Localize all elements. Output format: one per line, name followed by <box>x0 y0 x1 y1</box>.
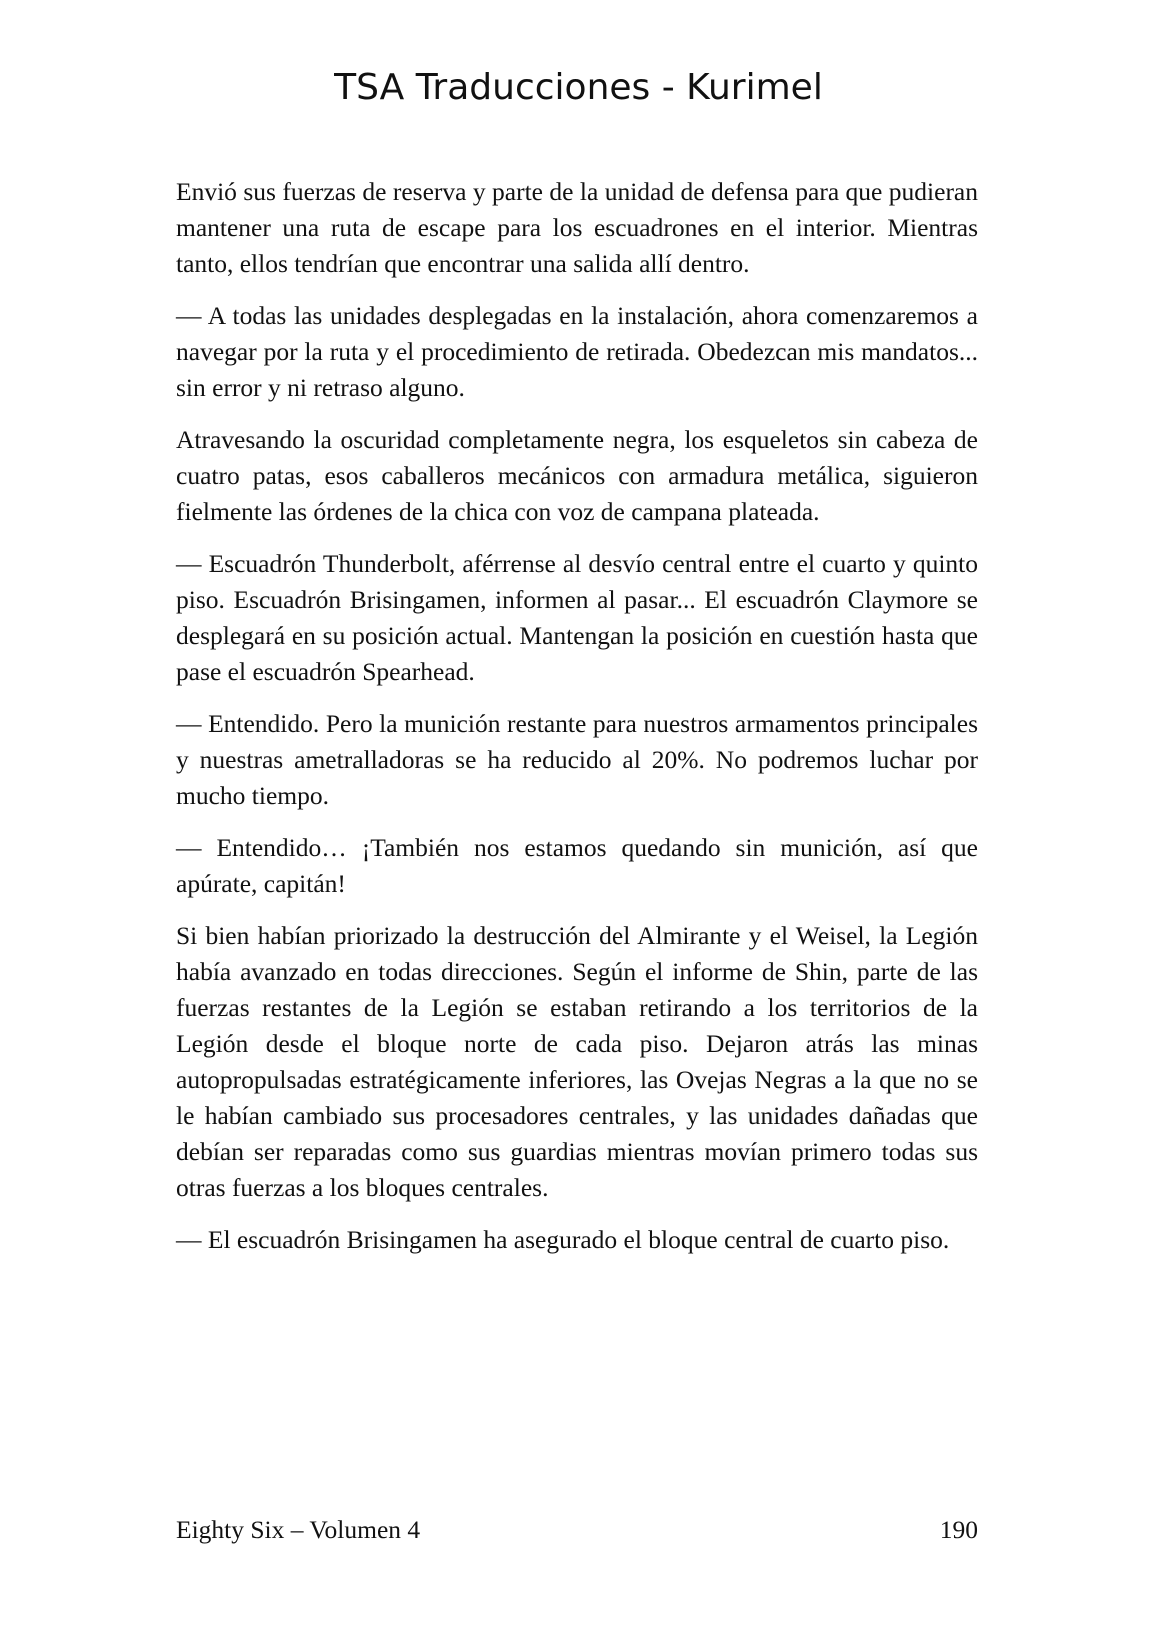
dialogue-paragraph: — El escuadrón Brisingamen ha asegurado el bloque central de cuarto piso. <box>176 1225 950 1254</box>
page-body <box>176 174 978 1274</box>
dialogue-paragraph: — Entendido… ¡También nos estamos quedando sin munición, así que apúrate, capitán! <box>176 833 978 898</box>
page-number: 190 <box>939 1515 978 1544</box>
dialogue-paragraph: — Escuadrón Thunderbolt, aférrense al desvío central entre el cuarto y quinto piso. Escuadrón Brisingamen, informen al pasar... El escuadrón Claymore se desplegará en su posición actual. Mantengan la posición en cuestión hasta que pase el escuadrón Spearhead. <box>176 549 978 686</box>
page-header: TSA Traducciones - Kurimel <box>334 67 823 108</box>
page-footer <box>176 1512 978 1548</box>
paragraph: Si bien habían priorizado la destrucción del Almirante y el Weisel, la Legión había avanzado en todas direcciones. Según el informe de Shin, parte de las fuerzas restantes de la Legión se estaban retirando a los territorios de la Legión desde el bloque norte de cada piso. Dejaron atrás las minas autopropulsadas estratégicamente inferiores, las Ovejas Negras a la que no se le habían cambiado sus procesadores centrales, y las unidades dañadas que debían ser reparadas como sus guardias mientras movían primero todas sus otras fuerzas a los bloques centrales. <box>176 921 978 1202</box>
dialogue-paragraph: — A todas las unidades desplegadas en la instalación, ahora comenzaremos a navegar por la ruta y el procedimiento de retirada. Obedezcan mis mandatos... sin error y ni retraso alguno. <box>176 301 978 402</box>
footer-book-title: Eighty Six – Volumen 4 <box>176 1515 421 1544</box>
paragraph: Envió sus fuerzas de reserva y parte de la unidad de defensa para que pudieran mantener una ruta de escape para los escuadrones en el interior. Mientras tanto, ellos tendrían que encontrar una salida allí dentro. <box>176 177 978 278</box>
paragraph: Atravesando la oscuridad completamente negra, los esqueletos sin cabeza de cuatro patas, esos caballeros mecánicos con armadura metálica, siguieron fielmente las órdenes de la chica con voz de campana plateada. <box>176 425 978 526</box>
dialogue-paragraph: — Entendido. Pero la munición restante para nuestros armamentos principales y nuestras ametralladoras se ha reducido al 20%. No podremos luchar por mucho tiempo. <box>176 709 978 810</box>
